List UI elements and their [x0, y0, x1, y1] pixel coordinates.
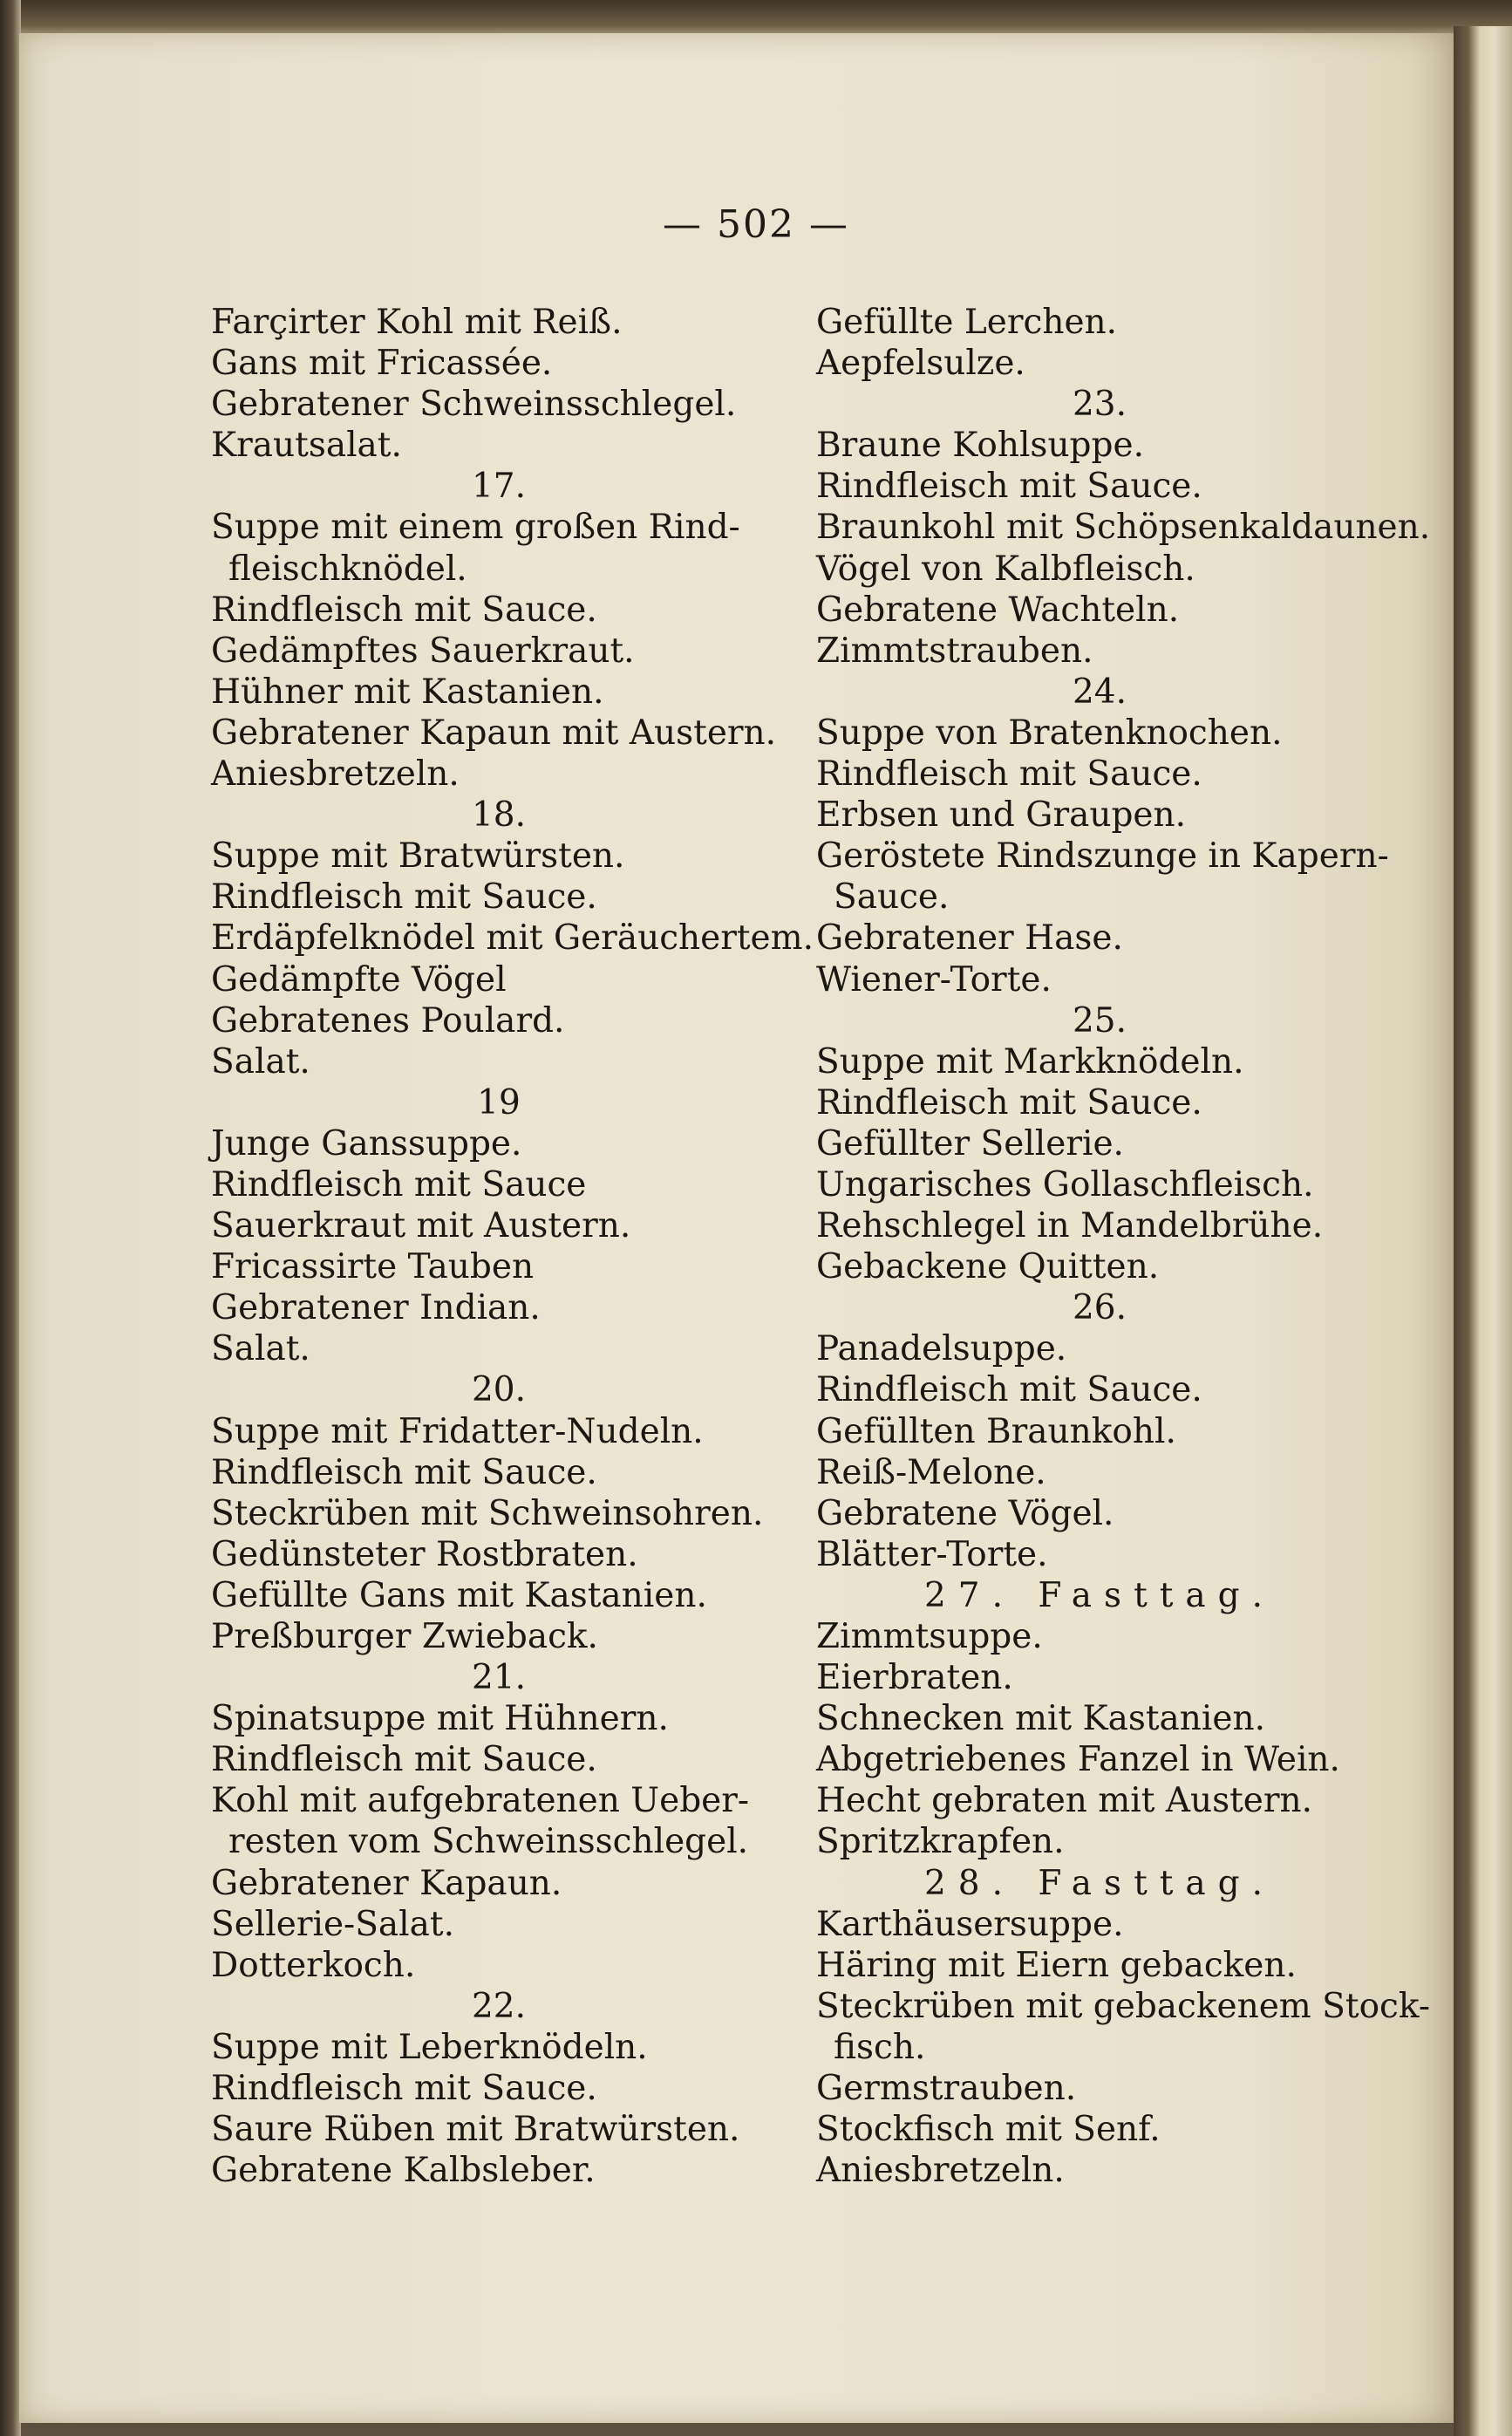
dish-line: Spinatsuppe mit Hühnern.: [211, 1699, 669, 1739]
dish-line: Aniesbretzeln.: [816, 2151, 1065, 2191]
dish-line: Rindfleisch mit Sauce.: [211, 877, 597, 918]
day-number-heading: 23.: [1072, 385, 1127, 425]
dish-line: Vögel von Kalbfleisch.: [816, 549, 1195, 589]
dish-line: Rindfleisch mit Sauce.: [816, 1370, 1202, 1410]
dish-line: Eierbraten.: [816, 1658, 1013, 1698]
dish-line: Blätter-Torte.: [816, 1534, 1048, 1574]
dish-line: Suppe mit Fridatter-Nudeln.: [211, 1411, 704, 1451]
dish-line: Gebratenes Poulard.: [211, 1000, 565, 1041]
dish-line: Rindfleisch mit Sauce.: [211, 1740, 597, 1780]
dish-line: Abgetriebenes Fanzel in Wein.: [816, 1740, 1340, 1780]
dish-line: Junge Ganssuppe.: [211, 1123, 522, 1163]
dish-line: Sellerie-Salat.: [211, 1904, 454, 1944]
day-number-heading: 18.: [471, 795, 527, 836]
dish-line: Dotterkoch.: [211, 1945, 416, 1985]
dish-line: Karthäusersuppe.: [816, 1904, 1124, 1944]
book-left-edge: [0, 0, 21, 2436]
dish-line: Spritzkrapfen.: [816, 1822, 1065, 1862]
dish-line: Gedämpfte Vögel: [211, 959, 507, 1000]
dish-line: Gebratene Kalbsleber.: [211, 2151, 596, 2191]
dish-line-continuation: Sauce.: [834, 877, 950, 918]
dish-line: Steckrüben mit Schweinsohren.: [211, 1493, 764, 1533]
book-gutter: [1454, 26, 1512, 2436]
day-number-heading: 19: [477, 1082, 521, 1122]
day-number-heading: 22.: [471, 1986, 527, 2026]
fast-day-heading: 28. Fasttag.: [923, 1863, 1276, 1903]
dish-line: Hühner mit Kastanien.: [211, 672, 604, 712]
dish-line: Salat.: [211, 1041, 310, 1082]
dish-line: Saure Rüben mit Bratwürsten.: [211, 2110, 740, 2150]
dish-line: Gefüllter Sellerie.: [816, 1123, 1124, 1163]
dish-line: Gefüllte Gans mit Kastanien.: [211, 1575, 707, 1615]
day-number-heading: 26.: [1072, 1288, 1127, 1328]
fast-day-heading: 27. Fasttag.: [923, 1575, 1276, 1615]
dish-line: Gebratener Schweinsschlegel.: [211, 385, 737, 425]
day-number-heading: 21.: [471, 1658, 527, 1698]
dish-line: Geröstete Rindszunge in Kapern-: [816, 836, 1389, 877]
dish-line: Sauerkraut mit Austern.: [211, 1206, 631, 1246]
dish-line: Fricassirte Tauben: [211, 1247, 535, 1287]
dish-line: Erdäpfelknödel mit Geräuchertem.: [211, 918, 814, 959]
dish-line: Rindfleisch mit Sauce.: [816, 754, 1202, 795]
dish-line: Häring mit Eiern gebacken.: [816, 1945, 1297, 1985]
dish-line: Aniesbretzeln.: [211, 754, 460, 795]
dish-line: Gedünsteter Rostbraten.: [211, 1534, 638, 1574]
dish-line: Krautsalat.: [211, 426, 402, 466]
dish-line: Gedämpftes Sauerkraut.: [211, 631, 635, 671]
dish-line: Ungarisches Gollaschfleisch.: [816, 1164, 1314, 1204]
day-number-heading: 20.: [471, 1370, 527, 1410]
day-number-heading: 24.: [1072, 672, 1127, 712]
dish-line: Gebratener Indian.: [211, 1288, 541, 1328]
dish-line: Gebratener Kapaun.: [211, 1863, 562, 1903]
dish-line: Aepfelsulze.: [816, 344, 1025, 384]
dish-line: Rindfleisch mit Sauce.: [816, 1082, 1202, 1122]
dish-line: Salat.: [211, 1329, 310, 1369]
dish-line: Schnecken mit Kastanien.: [816, 1699, 1265, 1739]
dish-line: Preßburger Zwieback.: [211, 1617, 598, 1656]
dish-line-continuation: fisch.: [834, 2027, 926, 2067]
dish-line: Rindfleisch mit Sauce.: [211, 590, 597, 630]
dish-line: Hecht gebraten mit Austern.: [816, 1781, 1313, 1821]
day-number-heading: 25.: [1072, 1000, 1127, 1041]
dish-line: Suppe mit Leberknödeln.: [211, 2027, 648, 2067]
page-number: — 502 —: [663, 202, 849, 247]
dish-line: Braune Kohlsuppe.: [816, 426, 1144, 466]
day-number-heading: 17.: [471, 467, 527, 507]
dish-line: Rindfleisch mit Sauce.: [816, 467, 1202, 507]
dish-line: Suppe mit Markknödeln.: [816, 1041, 1244, 1082]
dish-line: Panadelsuppe.: [816, 1329, 1067, 1369]
dish-line: Reiß-Melone.: [816, 1452, 1046, 1492]
left-menu-column: [211, 302, 814, 2191]
dish-line: Farçirter Kohl mit Reiß.: [211, 303, 623, 342]
dish-line: Gebackene Quitten.: [816, 1247, 1160, 1287]
right-menu-column: [816, 302, 1431, 2191]
dish-line: Stockfisch mit Senf.: [816, 2110, 1161, 2150]
dish-line: Gebratene Vögel.: [816, 1493, 1114, 1533]
dish-line: Gebratene Wachteln.: [816, 590, 1180, 630]
dish-line: Rehschlegel in Mandelbrühe.: [816, 1206, 1324, 1246]
dish-line: Erbsen und Graupen.: [816, 795, 1187, 836]
dish-line: Rindfleisch mit Sauce.: [211, 1452, 597, 1492]
dish-line: Germstrauben.: [816, 2069, 1077, 2109]
dish-line: Zimmtsuppe.: [816, 1617, 1043, 1656]
dish-line-continuation: fleischknödel.: [228, 549, 467, 589]
dish-line: Gebratener Hase.: [816, 918, 1123, 959]
dish-line: Rindfleisch mit Sauce: [211, 1164, 587, 1204]
dish-line: Gefüllten Braunkohl.: [816, 1411, 1176, 1451]
dish-line: Steckrüben mit gebackenem Stock-: [816, 1986, 1431, 2026]
dish-line: Kohl mit aufgebratenen Ueber-: [211, 1781, 750, 1821]
book-top-edge: [0, 0, 1512, 35]
dish-line: Suppe mit Bratwürsten.: [211, 836, 625, 877]
dish-line: Gans mit Fricassée.: [211, 344, 553, 384]
dish-line: Braunkohl mit Schöpsenkaldaunen.: [816, 508, 1431, 548]
dish-line: Suppe mit einem großen Rind-: [211, 508, 740, 548]
dish-line: Gebratener Kapaun mit Austern.: [211, 713, 777, 753]
dish-line: Rindfleisch mit Sauce.: [211, 2069, 597, 2109]
dish-line: Zimmtstrauben.: [816, 631, 1093, 671]
dish-line: Suppe von Bratenknochen.: [816, 713, 1283, 753]
dish-line: Gefüllte Lerchen.: [816, 303, 1118, 342]
dish-line-continuation: resten vom Schweinsschlegel.: [228, 1822, 749, 1862]
dish-line: Wiener-Torte.: [816, 959, 1052, 1000]
